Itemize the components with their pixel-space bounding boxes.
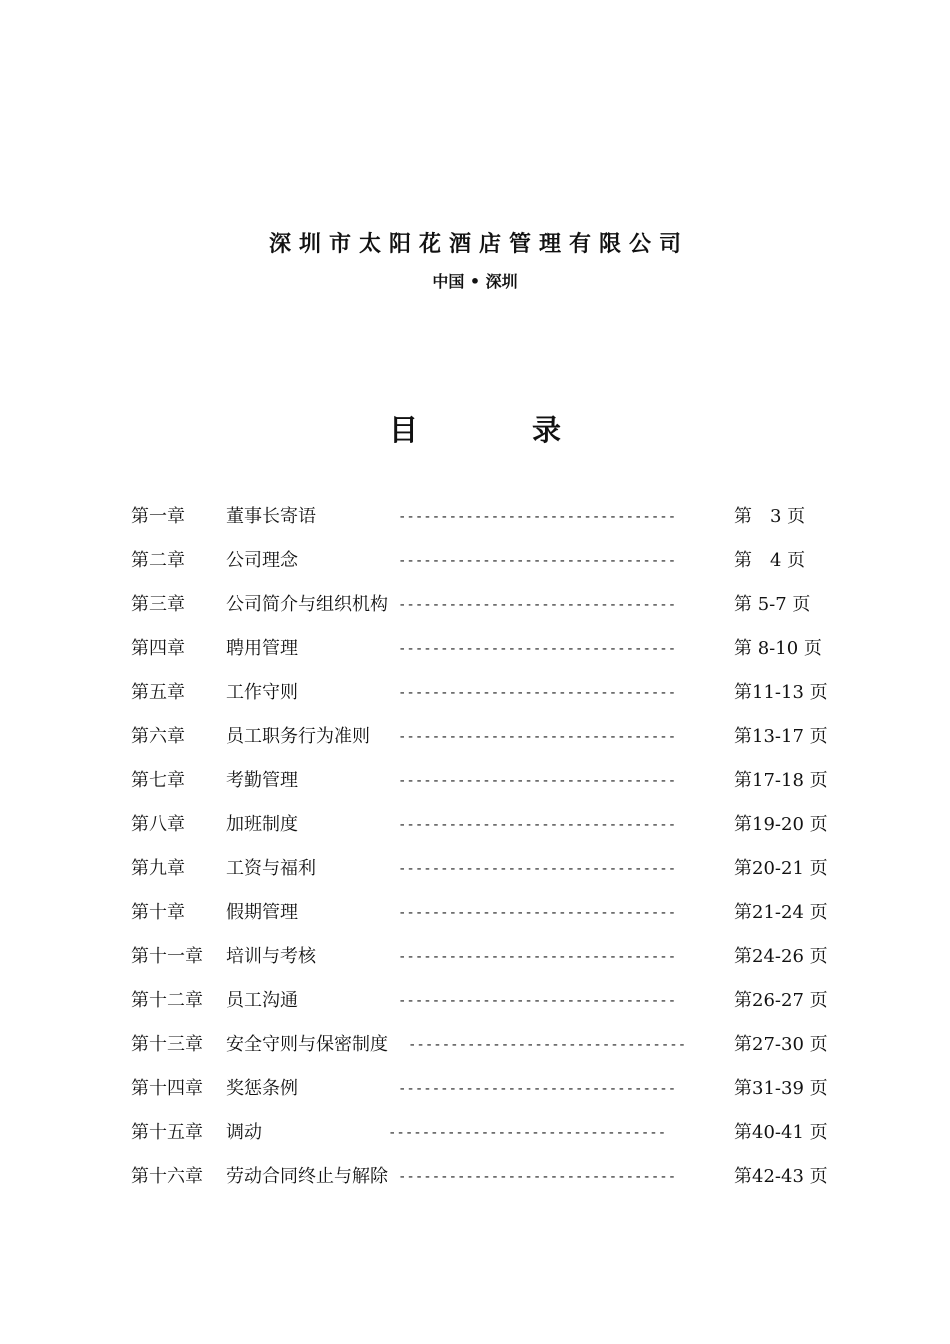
toc-entry[interactable]: [0, 1155, 950, 1199]
toc-page-range: 第 3 页: [734, 506, 806, 527]
toc-page-range: 第27-30 页: [734, 1034, 828, 1055]
toc-dot-leader: ---------------------------------: [398, 993, 677, 1009]
toc-dot-leader: ---------------------------------: [388, 1125, 667, 1141]
toc-dot-leader: ---------------------------------: [398, 1169, 677, 1185]
toc-dot-leader: ---------------------------------: [398, 509, 677, 525]
toc-dot-leader: ---------------------------------: [398, 1081, 677, 1097]
toc-page-range: 第20-21 页: [734, 858, 828, 879]
toc-dot-leader: ---------------------------------: [398, 729, 677, 745]
toc-page-range: 第 4 页: [734, 550, 806, 571]
toc-chapter-number: 第五章: [131, 682, 185, 703]
toc-title: 目 录: [388, 413, 614, 447]
toc-chapter-title: 工作守则: [226, 682, 298, 703]
toc-page-range: 第31-39 页: [734, 1078, 828, 1099]
toc-chapter-title: 劳动合同终止与解除: [226, 1166, 388, 1187]
toc-chapter-title: 假期管理: [226, 902, 298, 923]
toc-chapter-number: 第十五章: [131, 1122, 203, 1143]
toc-dot-leader: ---------------------------------: [398, 685, 677, 701]
toc-dot-leader: ---------------------------------: [398, 817, 677, 833]
toc-chapter-number: 第十三章: [131, 1034, 203, 1055]
toc-entry[interactable]: [0, 803, 950, 847]
toc-chapter-number: 第九章: [131, 858, 185, 879]
toc-chapter-title: 员工沟通: [226, 990, 298, 1011]
toc-entry[interactable]: [0, 1023, 950, 1067]
toc-chapter-title: 考勤管理: [226, 770, 298, 791]
toc-chapter-number: 第十六章: [131, 1166, 203, 1187]
toc-entry[interactable]: [0, 935, 950, 979]
toc-chapter-number: 第三章: [131, 594, 185, 615]
toc-chapter-number: 第六章: [131, 726, 185, 747]
toc-chapter-title: 董事长寄语: [226, 506, 316, 527]
toc-page-range: 第26-27 页: [734, 990, 828, 1011]
toc-page-range: 第21-24 页: [734, 902, 828, 923]
toc-entry[interactable]: [0, 759, 950, 803]
toc-entry[interactable]: [0, 495, 950, 539]
toc-page-range: 第 8-10 页: [734, 638, 822, 659]
toc-entry[interactable]: [0, 1067, 950, 1111]
toc-chapter-title: 公司简介与组织机构: [226, 594, 388, 615]
toc-chapter-number: 第十章: [131, 902, 185, 923]
toc-page-range: 第 5-7 页: [734, 594, 811, 615]
toc-page-range: 第19-20 页: [734, 814, 828, 835]
toc-dot-leader: ---------------------------------: [398, 861, 677, 877]
toc-entry[interactable]: [0, 583, 950, 627]
toc-dot-leader: ---------------------------------: [398, 597, 677, 613]
toc-chapter-title: 奖惩条例: [226, 1078, 298, 1099]
company-location: 中国 • 深圳: [432, 272, 518, 291]
toc-page-range: 第13-17 页: [734, 726, 828, 747]
toc-chapter-number: 第十二章: [131, 990, 203, 1011]
toc-chapter-title: 调动: [226, 1122, 262, 1143]
table-of-contents: [0, 495, 950, 1215]
toc-dot-leader: ---------------------------------: [398, 773, 677, 789]
toc-chapter-number: 第十一章: [131, 946, 203, 967]
company-name: 深圳市太阳花酒店管理有限公司: [268, 232, 689, 257]
toc-page-range: 第11-13 页: [734, 682, 828, 703]
toc-chapter-title: 工资与福利: [226, 858, 316, 879]
toc-chapter-number: 第十四章: [131, 1078, 203, 1099]
toc-dot-leader: ---------------------------------: [398, 641, 677, 657]
toc-entry[interactable]: [0, 891, 950, 935]
toc-chapter-number: 第一章: [131, 506, 185, 527]
toc-chapter-title: 培训与考核: [226, 946, 316, 967]
toc-dot-leader: ---------------------------------: [398, 553, 677, 569]
toc-chapter-title: 安全守则与保密制度: [226, 1034, 388, 1055]
toc-entry[interactable]: [0, 1111, 950, 1155]
toc-entry[interactable]: [0, 539, 950, 583]
toc-chapter-number: 第二章: [131, 550, 185, 571]
toc-entry[interactable]: [0, 671, 950, 715]
toc-dot-leader: ---------------------------------: [408, 1037, 687, 1053]
toc-entry[interactable]: [0, 847, 950, 891]
toc-chapter-number: 第七章: [131, 770, 185, 791]
toc-page-range: 第17-18 页: [734, 770, 828, 791]
toc-chapter-title: 公司理念: [226, 550, 298, 571]
toc-page-range: 第24-26 页: [734, 946, 828, 967]
toc-chapter-title: 员工职务行为准则: [226, 726, 370, 747]
toc-entry[interactable]: [0, 627, 950, 671]
toc-chapter-title: 加班制度: [226, 814, 298, 835]
toc-page-range: 第40-41 页: [734, 1122, 828, 1143]
toc-dot-leader: ---------------------------------: [398, 905, 677, 921]
toc-entry[interactable]: [0, 979, 950, 1023]
toc-page-range: 第42-43 页: [734, 1166, 828, 1187]
toc-entry[interactable]: [0, 715, 950, 759]
toc-chapter-number: 第八章: [131, 814, 185, 835]
toc-dot-leader: ---------------------------------: [398, 949, 677, 965]
toc-chapter-number: 第四章: [131, 638, 185, 659]
toc-chapter-title: 聘用管理: [226, 638, 298, 659]
